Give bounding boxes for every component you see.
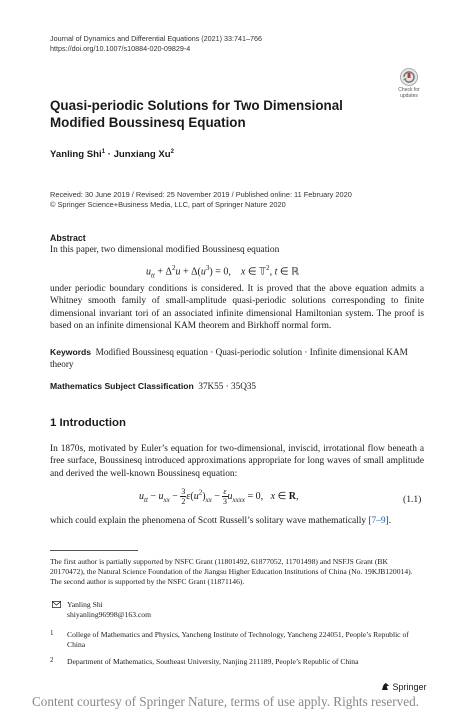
check-for-updates-badge[interactable] — [393, 68, 425, 100]
doi-link[interactable]: https://doi.org/10.1007/s10884-020-09829-4 — [50, 44, 191, 53]
author-list — [50, 149, 174, 160]
msc-text: 37K55 · 35Q35 — [198, 381, 257, 391]
springer-logo — [381, 682, 427, 692]
paper-title: Quasi-periodic Solutions for Two Dimensional Modified Boussinesq Equation — [50, 98, 343, 130]
keywords-text: Modified Boussinesq equation · Quasi-periodic solution · Infinite dimensional KAM theory — [50, 347, 408, 370]
intro-paragraph: In 1870s, motivated by Euler’s equation for two-dimensional, inviscid, irrotational flow beneath a free surface, Boussinesq introduced approximations appropriate for long waves of small amplitude and derived the well-known Boussinesq equation: — [50, 444, 424, 479]
abstract-equation: $u_{tt} + \Delta^2u + \Delta(u^3) = 0$, x ∈ 𝕋$^2$, t ∈ ℝ — [146, 264, 300, 280]
affiliation-2-number: 2 — [50, 656, 54, 664]
abstract-intro: In this paper, two dimensional modified Boussinesq equation — [50, 245, 280, 255]
affiliation-2 — [50, 657, 424, 667]
boussinesq-equation: $u_{tt} - u_{xx}$ − $\frac{3}{2}$ $\varepsilon(u^2)_{xx}$ − $\frac{\varepsilon}{3}$ $u_{xxxx} = 0$, x ∈ R, — [139, 487, 299, 506]
badge-label: Check for updates — [398, 87, 420, 99]
affiliation-1-number: 1 — [50, 629, 54, 637]
author-1-affil: 1 — [101, 149, 106, 155]
footnote-divider — [50, 550, 138, 551]
abstract-body: under periodic boundary conditions is considered. It is proved that the above equation admits a Whitney smooth family of small-amplitude quasi-periodic solutions corresponding to finite dimensional invariant tori of an associated infinite dimensional Hamiltonian system. The proof is based on an infinite dimensional KAM theorem and Birkhoff normal form. — [50, 284, 424, 331]
update-icon — [393, 68, 425, 88]
journal-header — [50, 34, 262, 54]
equation-number: (1.1) — [403, 494, 422, 505]
publication-dates — [50, 190, 352, 210]
copyright-line: © Springer Science+Business Media, LLC, part of Springer Nature 2020 — [50, 200, 286, 209]
envelope-icon — [52, 601, 61, 611]
intro-continuation: which could explain the phenomena of Scott Russell’s solitary wave mathematically [7–9]. — [50, 516, 392, 526]
affiliation-2-text: Department of Mathematics, Southeast University, Nanjing 211189, People’s Republic of China — [67, 657, 359, 666]
author-2[interactable]: Junxiang Xu — [113, 149, 171, 161]
author-separator: · — [105, 149, 114, 161]
dates-line: Received: 30 June 2019 / Revised: 25 November 2019 / Published online: 11 February 2020 — [50, 190, 352, 199]
msc-label: Mathematics Subject Classification — [50, 381, 194, 391]
corr-email[interactable]: shiyanling96998@163.com — [67, 610, 151, 620]
springer-horse-icon — [381, 682, 393, 692]
author-2-affil: 2 — [170, 149, 174, 155]
affiliation-1 — [50, 630, 424, 650]
keywords-label: Keywords — [50, 347, 92, 357]
section-heading: 1 Introduction — [50, 417, 126, 429]
springer-label: Springer — [392, 682, 427, 692]
msc-classification — [50, 380, 424, 392]
abstract-heading: Abstract — [50, 233, 86, 243]
corr-name: Yanling Shi — [67, 600, 103, 609]
citation-link[interactable]: 7–9 — [371, 516, 386, 526]
keywords — [50, 346, 424, 371]
funding-footnote: The first author is partially supported by NSFC Grant (11801492, 61877052, 11701498) and NSFJS Grant (BK 20170472), the Natural Science Foundation of the Jiangsu Higher Education Institutions of China (No. 19KJB120014). The second author is supported by the NSFC Grant (11871146). — [50, 557, 413, 587]
author-1[interactable]: Yanling Shi — [50, 149, 102, 161]
journal-citation: Journal of Dynamics and Differential Equations (2021) 33:741–766 — [50, 34, 263, 43]
corresponding-author — [50, 600, 424, 620]
courtesy-notice: Content courtesy of Springer Nature, terms of use apply. Rights reserved. — [32, 694, 419, 709]
affiliation-1-text: College of Mathematics and Physics, Yancheng Institute of Technology, Yancheng 224051, People’s Republic of China — [67, 630, 409, 650]
